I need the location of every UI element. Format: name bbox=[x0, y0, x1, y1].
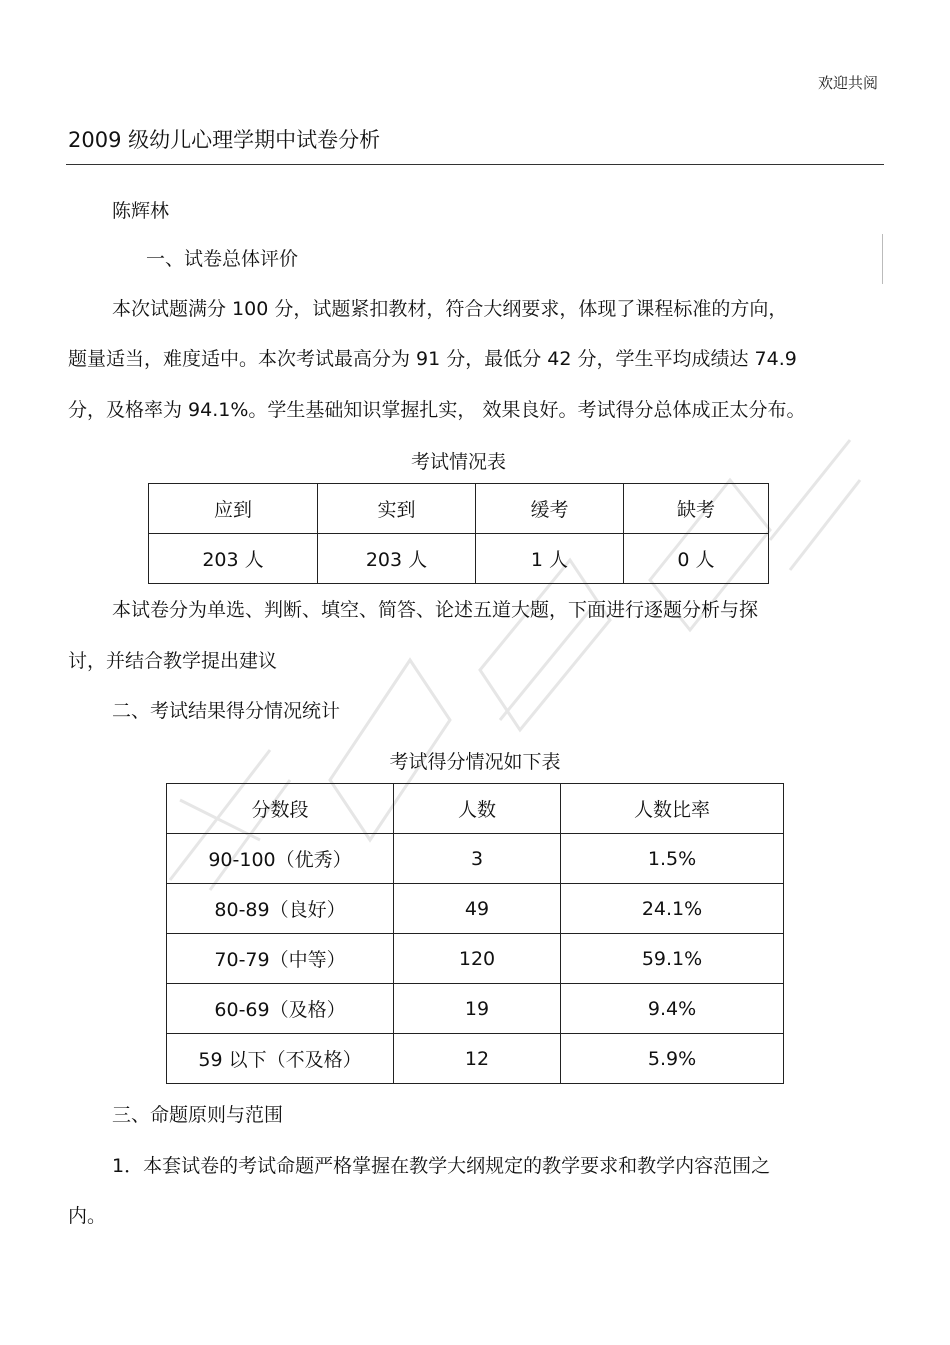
table-cell: 59.1% bbox=[561, 934, 784, 984]
section-heading-1: 一、试卷总体评价 bbox=[146, 248, 299, 270]
table-cell: 9.4% bbox=[561, 984, 784, 1034]
table-row bbox=[167, 834, 784, 884]
paragraph-3-line-2: 内。 bbox=[68, 1205, 107, 1227]
table-cell: 80-89（良好） bbox=[167, 884, 394, 934]
document-title: 2009 级幼儿心理学期中试卷分析 bbox=[68, 128, 381, 152]
table-row bbox=[149, 534, 769, 584]
section-heading-2: 二、考试结果得分情况统计 bbox=[112, 700, 341, 722]
paragraph-1-line-1: 本次试题满分 100 分，试题紧扣教材，符合大纲要求，体现了课程标准的方向， bbox=[112, 298, 788, 320]
paragraph-1-line-2: 题量适当，难度适中。本次考试最高分为 91 分，最低分 42 分，学生平均成绩达 74.9 bbox=[68, 348, 797, 370]
table-cell: 3 bbox=[394, 834, 561, 884]
paragraph-1-line-3: 分，及格率为 94.1%。学生基础知识掌握扎实， 效果良好。考试得分总体成正太分布。 bbox=[68, 399, 806, 421]
table-cell: 70-79（中等） bbox=[167, 934, 394, 984]
section-heading-3: 三、命题原则与范围 bbox=[112, 1104, 284, 1126]
header-cell: 人数 bbox=[394, 784, 561, 834]
score-distribution-table bbox=[166, 783, 784, 1084]
title-divider bbox=[66, 164, 884, 165]
table-cell: 1.5% bbox=[561, 834, 784, 884]
header-cell: 缺考 bbox=[624, 484, 769, 534]
table-row bbox=[167, 934, 784, 984]
header-cell: 应到 bbox=[149, 484, 318, 534]
table-cell: 0 人 bbox=[624, 534, 769, 584]
table-cell: 49 bbox=[394, 884, 561, 934]
margin-mark bbox=[882, 234, 883, 284]
table-cell: 12 bbox=[394, 1034, 561, 1084]
exam-attendance-table bbox=[148, 483, 769, 584]
table-cell: 120 bbox=[394, 934, 561, 984]
header-cell: 实到 bbox=[318, 484, 476, 534]
table-cell: 24.1% bbox=[561, 884, 784, 934]
header-cell: 缓考 bbox=[476, 484, 624, 534]
table-cell: 5.9% bbox=[561, 1034, 784, 1084]
table-header-row bbox=[167, 784, 784, 834]
table-2-caption: 考试得分情况如下表 bbox=[389, 751, 561, 773]
paragraph-2-line-1: 本试卷分为单选、判断、填空、简答、论述五道大题，下面进行逐题分析与探 bbox=[112, 599, 759, 621]
table-row bbox=[167, 984, 784, 1034]
paragraph-2-line-2: 讨，并结合教学提出建议 bbox=[68, 650, 278, 672]
table-cell: 1 人 bbox=[476, 534, 624, 584]
table-cell: 59 以下（不及格） bbox=[167, 1034, 394, 1084]
table-cell: 60-69（及格） bbox=[167, 984, 394, 1034]
header-note: 欢迎共阅 bbox=[817, 74, 878, 92]
table-cell: 19 bbox=[394, 984, 561, 1034]
table-cell: 203 人 bbox=[149, 534, 318, 584]
author-name: 陈辉林 bbox=[112, 200, 170, 222]
table-row bbox=[167, 884, 784, 934]
table-1-caption: 考试情况表 bbox=[410, 451, 506, 473]
table-cell: 203 人 bbox=[318, 534, 476, 584]
table-row bbox=[167, 1034, 784, 1084]
paragraph-3-line-1: 1．本套试卷的考试命题严格掌握在教学大纲规定的教学要求和教学内容范围之 bbox=[112, 1155, 771, 1177]
table-cell: 90-100（优秀） bbox=[167, 834, 394, 884]
header-cell: 分数段 bbox=[167, 784, 394, 834]
header-cell: 人数比率 bbox=[561, 784, 784, 834]
table-header-row bbox=[149, 484, 769, 534]
